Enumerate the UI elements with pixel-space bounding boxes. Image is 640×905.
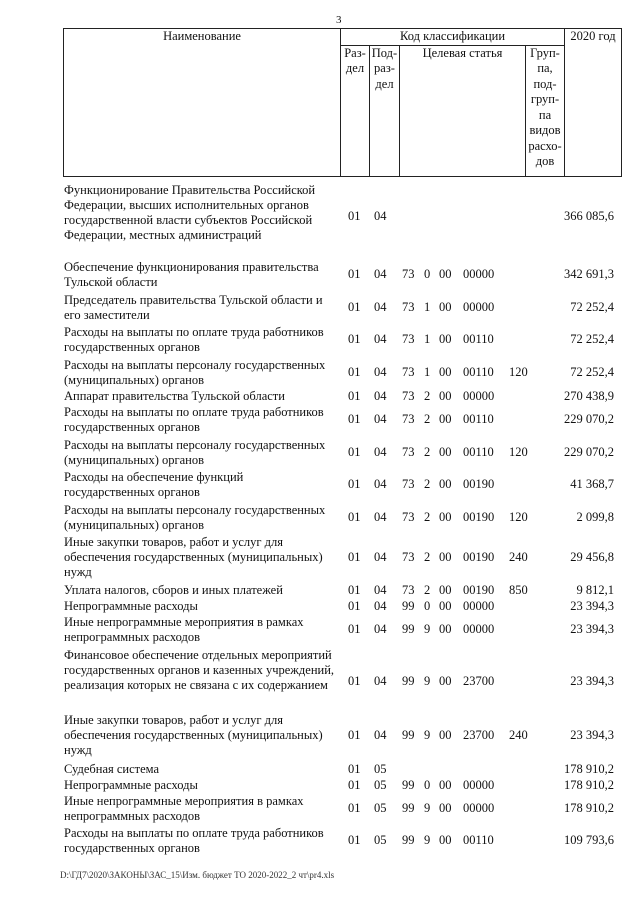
row-name: Непрограммные расходы [64,778,198,792]
row-code-p: 04 [374,510,387,524]
row-name: Иные непрограммные мероприятия в рамках непрограммных расходов [64,794,304,823]
row-code-t3: 00 [439,365,452,379]
row-code-t3: 00 [439,412,452,426]
row-value: 23 394,3 [570,622,614,636]
row-code-r: 01 [348,833,361,847]
row-code-t4: 00110 [463,365,494,379]
row-value: 109 793,6 [564,833,614,847]
row-code-r: 01 [348,412,361,426]
row-name: Судебная система [64,762,160,776]
row-code-p: 04 [374,728,387,742]
row-code-p: 04 [374,599,387,613]
row-code-r: 01 [348,477,361,491]
row-code-t4: 23700 [463,728,495,742]
row-code-r: 01 [348,550,361,564]
row-name: Председатель правительства Тульской области и его заместители [64,293,323,322]
header-year: 2020 год [565,29,622,177]
row-code-t4: 00110 [463,445,494,459]
row-code-t1: 73 [402,365,415,379]
header-podrazdel: Под- раз- дел [370,45,400,176]
row-code-g: 240 [509,550,528,564]
row-code-p: 04 [374,365,387,379]
row-code-r: 01 [348,445,361,459]
row-code-p: 05 [374,801,387,815]
row-code-p: 04 [374,389,387,403]
row-code-p: 04 [374,477,387,491]
row-code-t1: 73 [402,445,415,459]
row-code-t2: 9 [424,674,431,688]
row-code-t4: 00000 [463,389,495,403]
row-code-t1: 99 [402,801,415,815]
row-code-g: 240 [509,728,528,742]
row-code-t1: 99 [402,728,415,742]
row-code-r: 01 [348,599,361,613]
header-razdel: Раз- дел [341,45,370,176]
row-value: 178 910,2 [564,801,614,815]
row-code-t4: 00000 [463,267,495,281]
row-code-t3: 00 [439,674,452,688]
row-name: Иные закупки товаров, работ и услуг для обеспечения государственных (муниципальных) нужд [64,535,323,579]
row-code-t2: 1 [424,365,431,379]
row-code-r: 01 [348,300,361,314]
row-code-t3: 00 [439,445,452,459]
row-code-t2: 1 [424,332,431,346]
row-name: Иные непрограммные мероприятия в рамках непрограммных расходов [64,615,304,644]
row-code-t3: 00 [439,477,452,491]
row-code-t1: 73 [402,550,415,564]
row-value: 342 691,3 [564,267,614,281]
row-code-t3: 00 [439,389,452,403]
row-code-t4: 00000 [463,801,495,815]
row-code-t2: 2 [424,477,431,491]
row-code-t4: 00190 [463,477,495,491]
row-code-t1: 73 [402,300,415,314]
row-code-t1: 73 [402,477,415,491]
row-name: Финансовое обеспечение отдельных мероприятий государственных органов и казенных учреждений, реализация которых не связана с их содержанием [64,648,335,692]
row-code-t2: 0 [424,778,431,792]
row-code-t3: 00 [439,801,452,815]
row-code-r: 01 [348,622,361,636]
row-value: 72 252,4 [570,332,614,346]
header-group: Груп- па, под- груп- па видов расхо- дов [526,45,565,176]
row-value: 366 085,6 [564,209,614,223]
row-code-t2: 9 [424,622,431,636]
row-code-t2: 0 [424,599,431,613]
row-code-t4: 00000 [463,300,495,314]
row-code-t1: 73 [402,332,415,346]
row-code-p: 04 [374,622,387,636]
row-value: 72 252,4 [570,300,614,314]
row-name: Расходы на выплаты по оплате труда работников государственных органов [64,826,324,855]
row-value: 178 910,2 [564,762,614,776]
row-code-p: 04 [374,300,387,314]
row-code-t1: 99 [402,622,415,636]
row-code-g: 120 [509,510,528,524]
row-name: Расходы на выплаты персоналу государственных (муниципальных) органов [64,358,326,387]
row-code-t1: 99 [402,674,415,688]
row-code-t2: 2 [424,412,431,426]
row-code-t2: 1 [424,300,431,314]
row-code-t4: 00000 [463,778,495,792]
row-code-p: 04 [374,445,387,459]
row-name: Расходы на выплаты персоналу государственных (муниципальных) органов [64,503,326,532]
row-code-t3: 00 [439,332,452,346]
row-code-t2: 2 [424,550,431,564]
row-name: Обеспечение функционирования правительства Тульской области [64,260,319,289]
row-code-t4: 00110 [463,332,494,346]
row-code-t4: 00110 [463,412,494,426]
row-code-p: 04 [374,209,387,223]
row-code-r: 01 [348,209,361,223]
row-code-t1: 73 [402,412,415,426]
row-code-r: 01 [348,728,361,742]
row-code-t2: 9 [424,833,431,847]
row-code-t3: 00 [439,300,452,314]
row-value: 23 394,3 [570,674,614,688]
row-code-p: 05 [374,778,387,792]
row-code-t2: 0 [424,267,431,281]
row-code-g: 850 [509,583,528,597]
row-code-p: 04 [374,332,387,346]
row-code-t2: 9 [424,801,431,815]
header-name: Наименование [64,29,341,177]
row-code-r: 01 [348,674,361,688]
row-code-t2: 2 [424,389,431,403]
footer-path: D:\ГД7\2020\ЗАКОНЫ\ЗАС_15\Изм. бюджет ТО 2020-2022_2 чт\pr4.xls [60,870,335,880]
row-code-r: 01 [348,332,361,346]
row-code-p: 04 [374,412,387,426]
row-name: Непрограммные расходы [64,599,198,613]
row-code-t4: 00110 [463,833,494,847]
row-value: 9 812,1 [576,583,614,597]
row-name: Иные закупки товаров, работ и услуг для обеспечения государственных (муниципальных) нужд [64,713,323,757]
table-header [63,28,622,177]
row-code-t4: 00190 [463,550,495,564]
row-code-g: 120 [509,365,528,379]
row-code-t4: 23700 [463,674,495,688]
header-code-group: Код классификации [341,29,565,46]
row-code-p: 04 [374,267,387,281]
row-code-t3: 00 [439,267,452,281]
row-code-t3: 00 [439,622,452,636]
row-value: 29 456,8 [570,550,614,564]
row-code-r: 01 [348,801,361,815]
row-code-r: 01 [348,365,361,379]
row-code-t1: 73 [402,583,415,597]
row-code-r: 01 [348,762,361,776]
row-value: 72 252,4 [570,365,614,379]
row-value: 23 394,3 [570,599,614,613]
page-number: 3 [336,14,342,26]
row-name: Расходы на выплаты по оплате труда работников государственных органов [64,405,324,434]
row-code-t3: 00 [439,510,452,524]
row-code-t3: 00 [439,599,452,613]
row-value: 23 394,3 [570,728,614,742]
row-value: 2 099,8 [576,510,614,524]
row-code-t2: 2 [424,445,431,459]
row-name: Уплата налогов, сборов и иных платежей [64,583,283,597]
row-code-p: 04 [374,550,387,564]
row-code-r: 01 [348,510,361,524]
row-code-t3: 00 [439,833,452,847]
row-code-r: 01 [348,389,361,403]
row-code-t4: 00190 [463,510,495,524]
row-code-t3: 00 [439,728,452,742]
row-code-t2: 2 [424,510,431,524]
row-code-r: 01 [348,267,361,281]
row-code-r: 01 [348,778,361,792]
row-code-t4: 00190 [463,583,495,597]
row-code-t1: 73 [402,389,415,403]
row-code-p: 05 [374,762,387,776]
row-code-t3: 00 [439,778,452,792]
header-target: Целевая статья [400,45,526,176]
row-code-t3: 00 [439,583,452,597]
row-code-t4: 00000 [463,622,495,636]
row-code-t2: 9 [424,728,431,742]
row-code-t1: 99 [402,778,415,792]
row-code-r: 01 [348,583,361,597]
row-value: 270 438,9 [564,389,614,403]
row-name: Аппарат правительства Тульской области [64,389,285,403]
row-code-t1: 99 [402,599,415,613]
row-code-t1: 73 [402,267,415,281]
row-code-p: 04 [374,674,387,688]
row-code-g: 120 [509,445,528,459]
row-value: 229 070,2 [564,445,614,459]
row-code-t1: 99 [402,833,415,847]
row-code-t2: 2 [424,583,431,597]
row-code-p: 05 [374,833,387,847]
row-value: 229 070,2 [564,412,614,426]
row-code-p: 04 [374,583,387,597]
row-code-t4: 00000 [463,599,495,613]
row-name: Расходы на обеспечение функций государственных органов [64,470,244,499]
row-code-t1: 73 [402,510,415,524]
row-value: 178 910,2 [564,778,614,792]
row-name: Функционирование Правительства Российской Федерации, высших исполнительных органов государственной власти субъектов Российской Федерации, местных администраций [64,183,316,242]
row-name: Расходы на выплаты по оплате труда работников государственных органов [64,325,324,354]
row-code-t3: 00 [439,550,452,564]
row-name: Расходы на выплаты персоналу государственных (муниципальных) органов [64,438,326,467]
row-value: 41 368,7 [570,477,614,491]
